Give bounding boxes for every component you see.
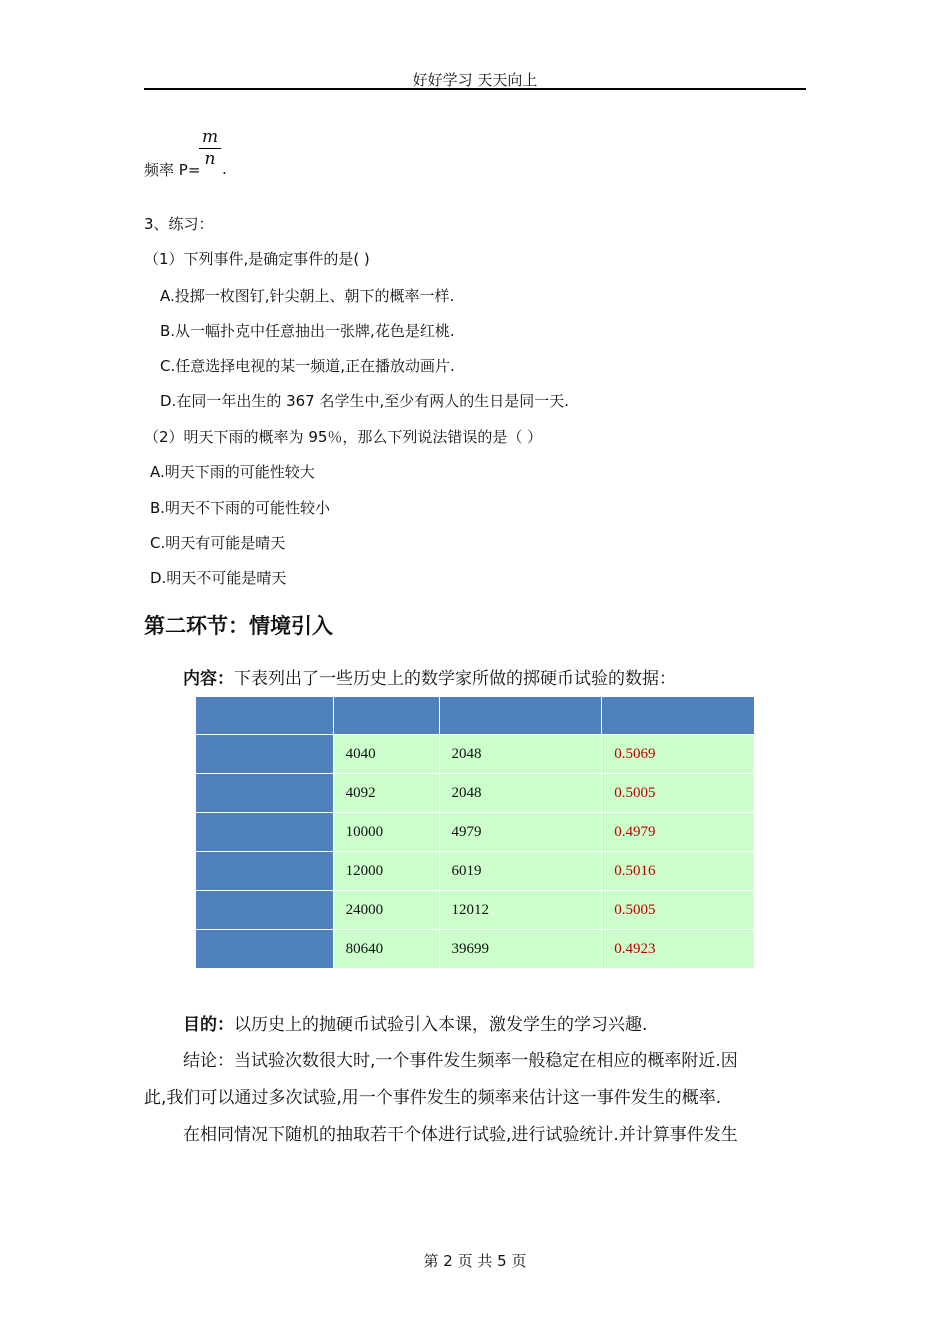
frequency-cell: 0.5069 <box>602 735 755 774</box>
row-label-cell <box>196 735 334 774</box>
table-header-cell <box>602 697 755 735</box>
purpose-label: 目的： <box>183 1015 234 1035</box>
frequency-cell: 0.5005 <box>602 774 755 813</box>
purpose-paragraph <box>183 1010 647 1035</box>
heads-count-cell: 6019 <box>439 852 602 891</box>
heads-count-cell: 2048 <box>439 735 602 774</box>
toss-count-cell: 4092 <box>333 774 439 813</box>
row-label-cell <box>196 852 334 891</box>
heads-count-cell: 4979 <box>439 813 602 852</box>
toss-count-cell: 80640 <box>333 930 439 969</box>
q2-option-c: C.明天有可能是晴天 <box>150 534 286 552</box>
content-label: 内容： <box>183 669 234 689</box>
formula-denominator: n <box>204 149 216 169</box>
row-label-cell <box>196 891 334 930</box>
q2-option-b: B.明天不下雨的可能性较小 <box>150 499 331 517</box>
content-paragraph <box>183 664 676 689</box>
toss-count-cell: 24000 <box>333 891 439 930</box>
formula-fraction <box>197 127 223 169</box>
exercise-heading: 3、练习： <box>144 215 214 233</box>
heads-count-cell: 2048 <box>439 774 602 813</box>
q1-option-c: C.任意选择电视的某一频道,正在播放动画片. <box>160 357 455 375</box>
toss-count-cell: 4040 <box>333 735 439 774</box>
header-rule <box>144 88 806 90</box>
frequency-cell: 0.4923 <box>602 930 755 969</box>
table-row <box>196 813 755 852</box>
toss-count-cell: 10000 <box>333 813 439 852</box>
formula-prefix: 频率 P= <box>144 161 201 179</box>
formula-numerator: m <box>201 127 219 147</box>
purpose-text: 以历史上的抛硬币试验引入本课，激发学生的学习兴趣. <box>234 1015 648 1035</box>
row-label-cell <box>196 930 334 969</box>
table-header-cell <box>439 697 602 735</box>
table-row <box>196 774 755 813</box>
q1-option-d: D.在同一年出生的 367 名学生中,至少有两人的生日是同一天. <box>160 392 570 410</box>
section-title: 第二环节：情境引入 <box>144 614 333 638</box>
frequency-cell: 0.4979 <box>602 813 755 852</box>
toss-count-cell: 12000 <box>333 852 439 891</box>
row-label-cell <box>196 813 334 852</box>
q2-option-a: A.明天下雨的可能性较大 <box>150 463 315 481</box>
conclusion-line-2: 此,我们可以通过多次试验,用一个事件发生的频率来估计这一事件发生的概率. <box>144 1088 722 1108</box>
table-header-cell <box>196 697 334 735</box>
formula-suffix: . <box>222 160 227 178</box>
conclusion-line-1: 结论：当试验次数很大时,一个事件发生频率一般稳定在相应的概率附近.因 <box>183 1051 738 1071</box>
q1-option-b: B.从一幅扑克中任意抽出一张牌,花色是红桃. <box>160 322 455 340</box>
content-text: 下表列出了一些历史上的数学家所做的掷硬币试验的数据： <box>234 669 676 689</box>
coin-toss-table <box>195 696 755 969</box>
frequency-cell: 0.5016 <box>602 852 755 891</box>
heads-count-cell: 39699 <box>439 930 602 969</box>
row-label-cell <box>196 774 334 813</box>
heads-count-cell: 12012 <box>439 891 602 930</box>
table-row <box>196 891 755 930</box>
page-number: 第 2 页 共 5 页 <box>423 1252 527 1270</box>
table-row <box>196 930 755 969</box>
frequency-cell: 0.5005 <box>602 891 755 930</box>
body-paragraph-last: 在相同情况下随机的抽取若干个体进行试验,进行试验统计.并计算事件发生 <box>183 1125 738 1145</box>
q1-option-a: A.投掷一枚图钉,针尖朝上、朝下的概率一样. <box>160 287 455 305</box>
table-header-cell <box>333 697 439 735</box>
table-row <box>196 735 755 774</box>
table-header-row <box>196 697 755 735</box>
q2-option-d: D.明天不可能是晴天 <box>150 569 287 587</box>
q1-stem: （1）下列事件,是确定事件的是( ) <box>144 250 370 268</box>
page-header-title: 好好学习 天天向上 <box>412 71 538 89</box>
table-row <box>196 852 755 891</box>
q2-stem: （2）明天下雨的概率为 95％，那么下列说法错误的是（ ） <box>144 428 543 446</box>
